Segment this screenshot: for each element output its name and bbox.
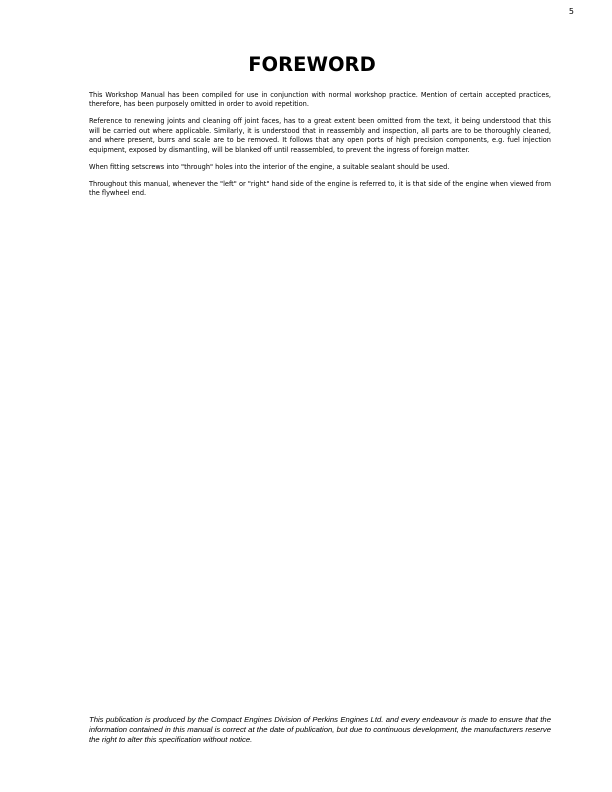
paragraph-joints-cleaning: Reference to renewing joints and cleaning off joint faces, has to a great extent been omitted from the text, it being understood that this will be carried out where applicable. Similarly, it is understood that in reassembly and inspection, all parts are to be thoroughly cleaned, and where present, burrs and scale are to be removed. It follows that any open ports of high precision components, e.g. fuel injection equipment, exposed by dismantling, will be blanked off until reassembled, to prevent the ingress of foreign matter. <box>89 117 551 154</box>
foreword-body <box>89 91 551 206</box>
page-number: 5 <box>568 7 574 16</box>
paragraph-left-right-side: Throughout this manual, whenever the "left" or "right" hand side of the engine is referred to, it is that side of the engine when viewed from the flywheel end. <box>89 179 551 198</box>
publication-notice: This publication is produced by the Compact Engines Division of Perkins Engines Ltd. and every endeavour is made to ensure that the information contained in this manual is correct at the date of publication, but due to continuous development, the manufacturers reserve the right to alter this specification without notice. <box>89 715 551 745</box>
paragraph-workshop-manual: This Workshop Manual has been compiled for use in conjunction with normal workshop practice. Mention of certain accepted practices, therefore, has been purposely omitted in order to avoid repetition. <box>89 91 551 109</box>
page-title: FOREWORD <box>248 53 376 76</box>
paragraph-setscrews-sealant: When fitting setscrews into "through" holes into the interior of the engine, a suitable sealant should be used. <box>89 162 450 171</box>
